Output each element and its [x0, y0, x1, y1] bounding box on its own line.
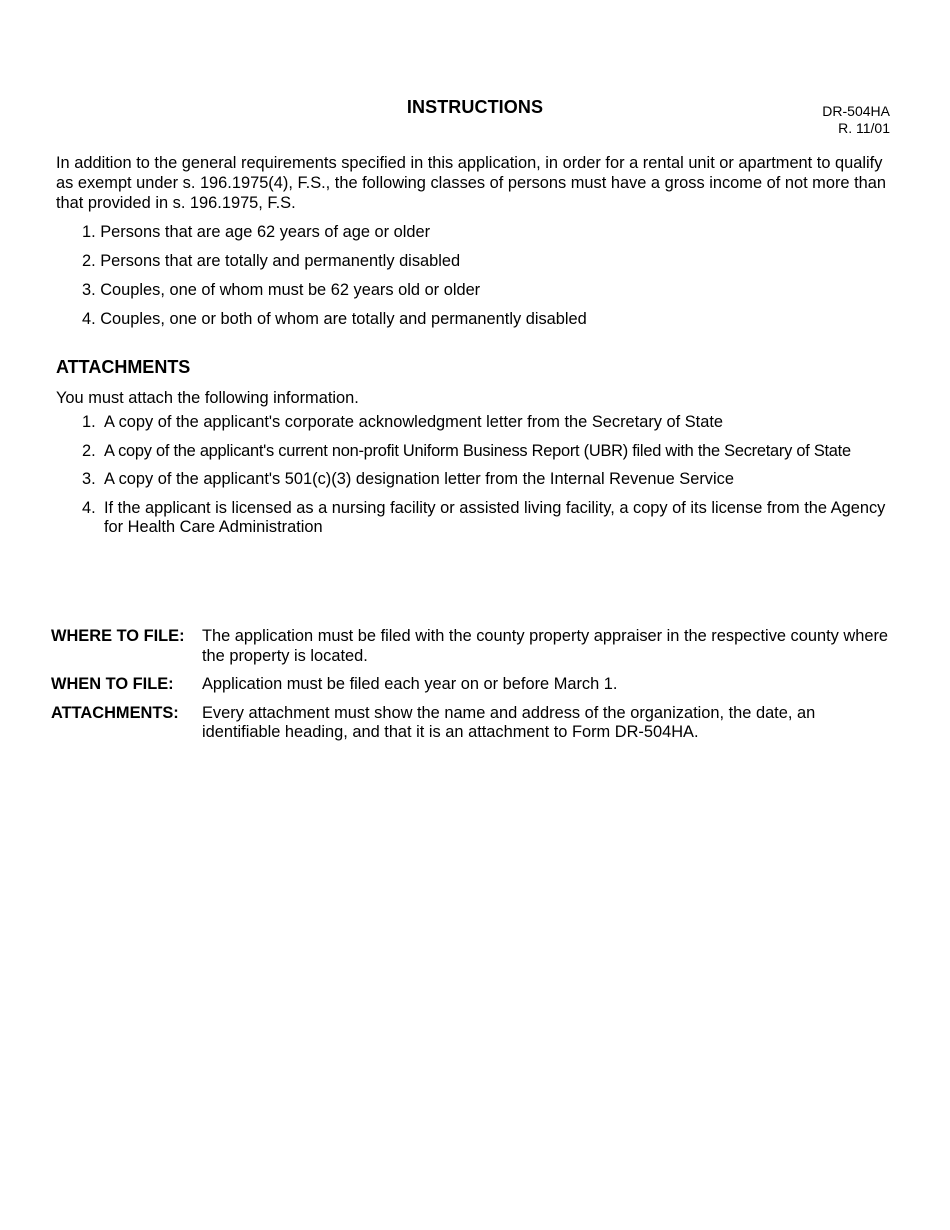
- list-item: [56, 442, 896, 462]
- attachments-list: [56, 413, 896, 547]
- filing-label: ATTACHMENTS:: [51, 703, 179, 722]
- item-text: A copy of the applicant's 501(c)(3) designation letter from the Internal Revenue Service: [104, 470, 734, 489]
- intro-paragraph: In addition to the general requirements specified in this application, in order for a rental unit or apartment to qualify as exempt under s. 196.1975(4), F.S., the following classes of persons must have a gross income of not more than that provided in s. 196.1975, F.S.: [56, 154, 886, 212]
- filing-label: WHEN TO FILE:: [51, 675, 174, 694]
- page-title: INSTRUCTIONS: [406, 97, 544, 117]
- list-item: [56, 470, 896, 490]
- filing-info: [51, 627, 891, 752]
- form-id-block: [822, 103, 890, 137]
- list-item: [56, 413, 896, 433]
- item-text: A copy of the applicant's corporate acknowledgment letter from the Secretary of State: [104, 413, 724, 431]
- attachments-intro: You must attach the following information.: [56, 389, 359, 407]
- form-revision: R. 11/01: [838, 120, 890, 136]
- list-item: 1. Persons that are age 62 years of age or older: [82, 223, 431, 241]
- list-item: 2. Persons that are totally and permanently disabled: [82, 252, 461, 270]
- filing-label: WHERE TO FILE:: [51, 627, 185, 645]
- filing-value: Every attachment must show the name and address of the organization, the date, an identifiable heading, and that it is an attachment to Form DR-504HA.: [202, 703, 816, 742]
- item-number: 2.: [82, 441, 96, 460]
- list-item: [56, 499, 896, 538]
- list-item: 3. Couples, one of whom must be 62 years old or older: [82, 281, 481, 299]
- item-text: If the applicant is licensed as a nursing facility or assisted living facility, a copy of its license from the Agency for Health Care Administration: [104, 498, 886, 537]
- eligible-classes-list: [82, 222, 882, 338]
- form-number: DR-504HA: [822, 103, 890, 119]
- filing-value: The application must be filed with the county property appraiser in the respective county where the property is located.: [202, 627, 889, 665]
- item-number: 1.: [82, 413, 96, 431]
- item-number: 4.: [82, 498, 96, 517]
- list-item: 4. Couples, one or both of whom are totally and permanently disabled: [82, 310, 587, 328]
- filing-row-when: [51, 675, 891, 695]
- filing-row-where: [51, 627, 891, 666]
- filing-row-attachments: [51, 704, 891, 743]
- attachments-heading: ATTACHMENTS: [56, 357, 191, 377]
- item-text: A copy of the applicant's current non-profit Uniform Business Report (UBR) filed with the Secretary of State: [104, 441, 851, 460]
- item-number: 3.: [82, 470, 96, 489]
- filing-value: Application must be filed each year on or before March 1.: [202, 675, 618, 694]
